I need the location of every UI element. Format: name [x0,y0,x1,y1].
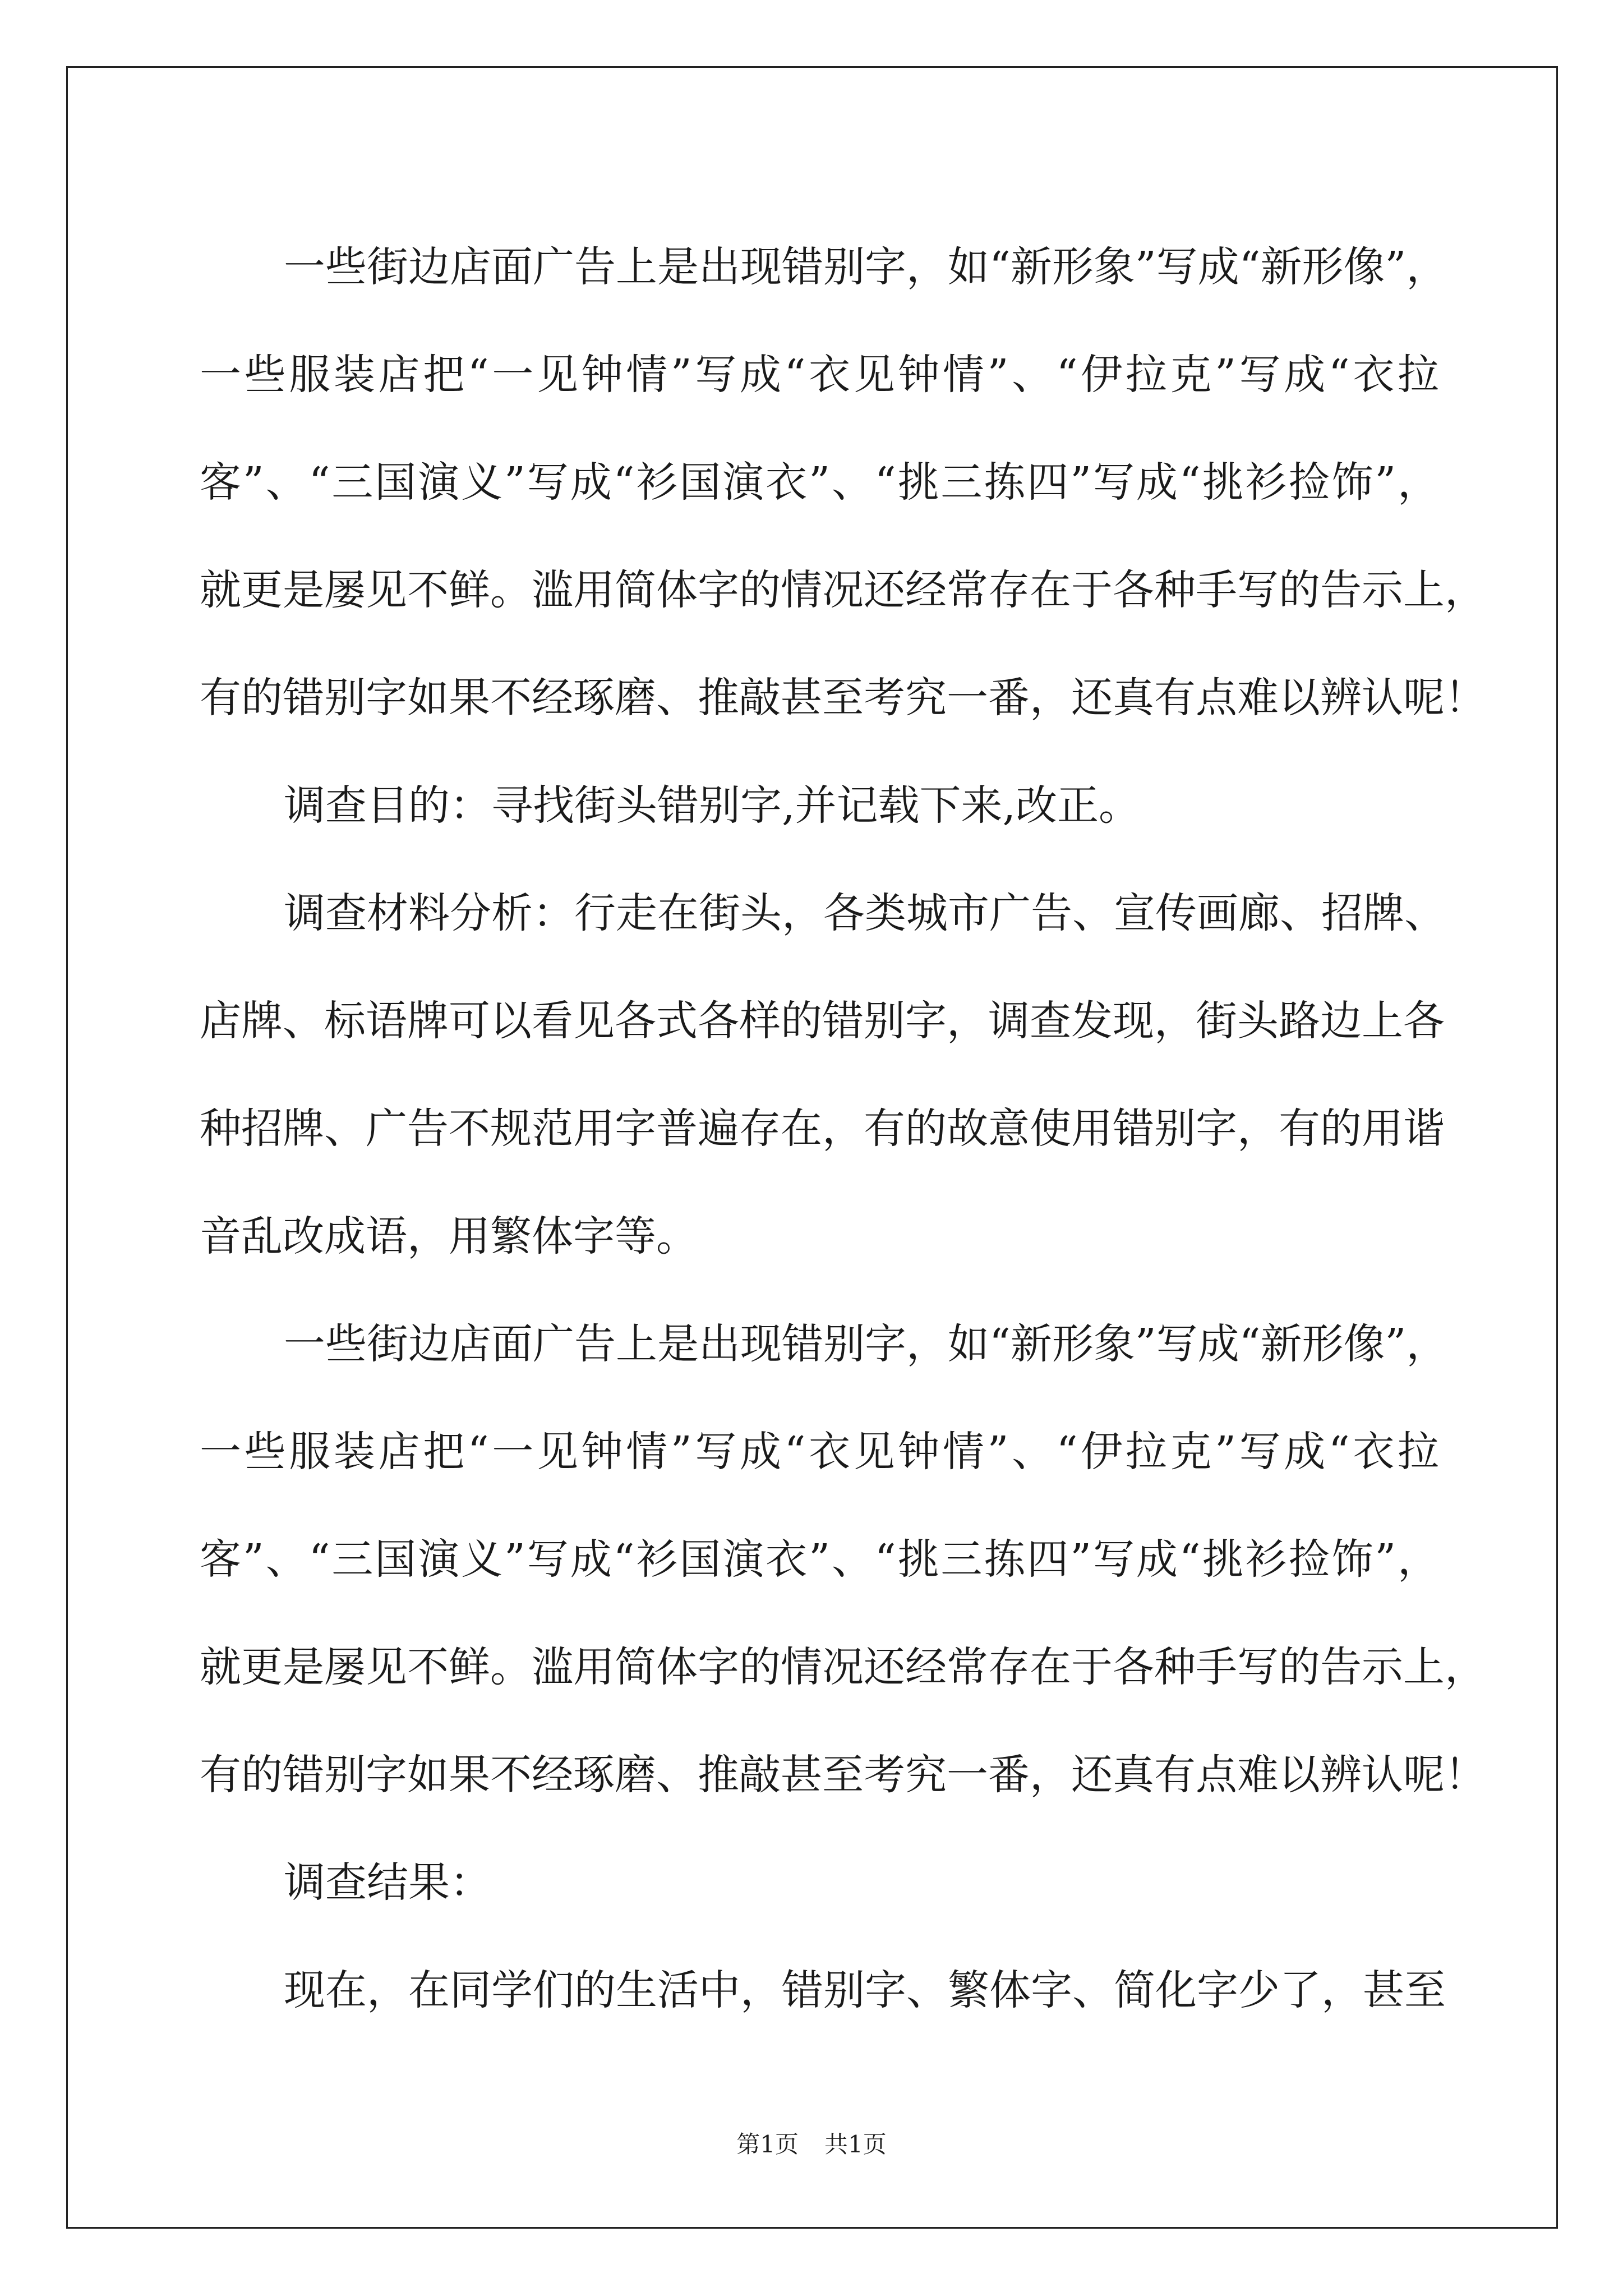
paragraph-1-line-5: 有的错别字如果不经琢磨、推敲甚至考究一番，还真有点难以辨认呢！ [200,674,1486,722]
paragraph-2-line-5: 有的错别字如果不经琢磨、推敲甚至考究一番，还真有点难以辨认呢！ [200,1751,1486,1799]
paragraph-analysis-line-1: 调查材料分析：行走在街头，各类城市广告、宣传画廊、招牌、 [284,889,1446,937]
page-number-total: 共1页 [824,2131,887,2158]
paragraph-2-line-3: 客”、“三国演义”写成“衫国演衣”、“挑三拣四”写成“挑衫捡饰”， [200,1535,1439,1584]
paragraph-purpose: 调查目的：寻找街头错别字,并记载下来,改正。 [284,781,1141,830]
paragraph-analysis-line-2: 店牌、标语牌可以看见各式各样的错别字，调查发现，街头路边上各 [200,997,1445,1045]
paragraph-results-line-1: 现在，在同学们的生活中，错别字、繁体字、简化字少了，甚至 [284,1966,1446,2014]
paragraph-2-line-1: 一些街边店面广告上是出现错别字，如“新形象”写成“新形像”， [284,1320,1448,1368]
paragraph-2-line-2: 一些服装店把“一见钟情”写成“衣见钟情”、“伊拉克”写成“衣拉 [200,1428,1439,1476]
paragraph-1-line-4: 就更是屡见不鲜。滥用简体字的情况还经常存在于各种手写的告示上， [200,566,1486,614]
paragraph-analysis-line-4: 音乱改成语，用繁体字等。 [200,1212,698,1260]
paragraph-1-line-2: 一些服装店把“一见钟情”写成“衣见钟情”、“伊拉克”写成“衣拉 [200,351,1439,399]
paragraph-1-line-3: 客”、“三国演义”写成“衫国演衣”、“挑三拣四”写成“挑衫捡饰”， [200,458,1439,507]
page-footer [0,2126,1623,2160]
paragraph-2-line-4: 就更是屡见不鲜。滥用简体字的情况还经常存在于各种手写的告示上， [200,1643,1486,1691]
paragraph-1-line-1: 一些街边店面广告上是出现错别字，如“新形象”写成“新形像”， [284,243,1448,291]
page-number-current: 第1页 [736,2131,799,2158]
paragraph-analysis-line-3: 种招牌、广告不规范用字普遍存在，有的故意使用错别字，有的用谐 [200,1105,1445,1153]
document-body [200,213,1486,2044]
paragraph-results-heading: 调查结果： [284,1858,491,1907]
